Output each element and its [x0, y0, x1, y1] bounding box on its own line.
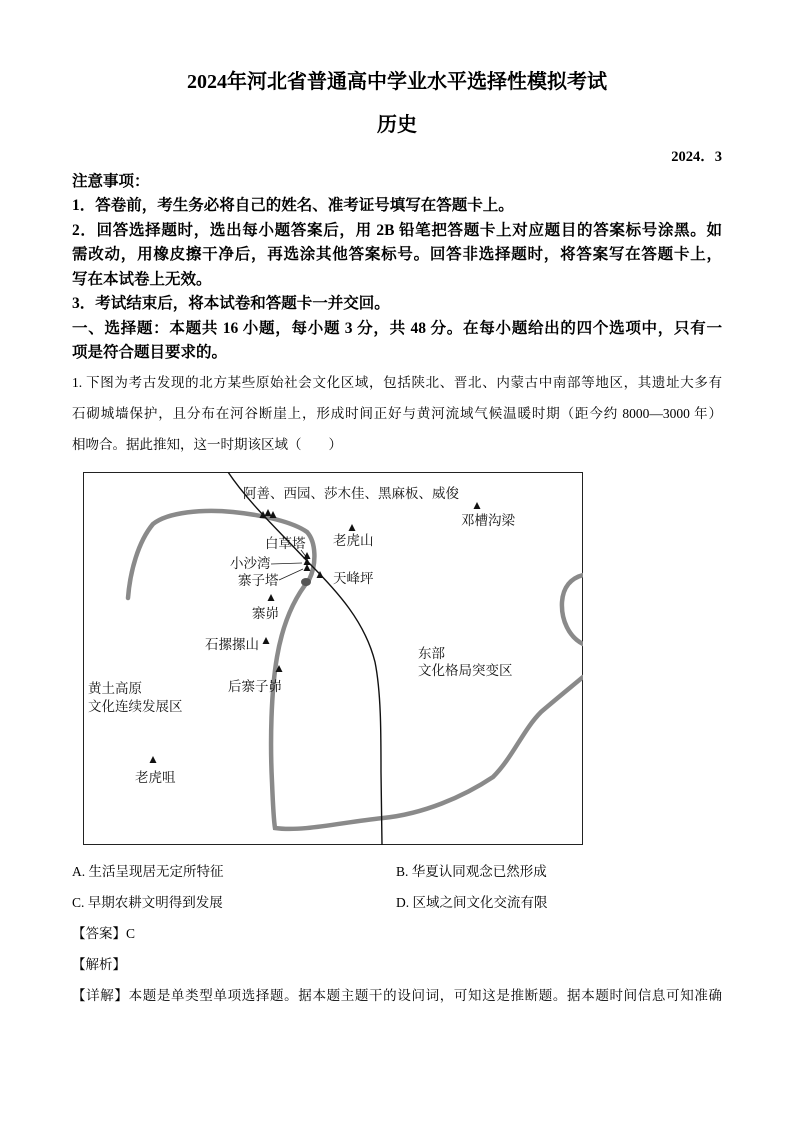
map-label-zhaimao: 寨峁 [252, 606, 279, 621]
notice-line: 1．答卷前，考生务必将自己的姓名、准考证号填写在答题卡上。 [72, 197, 514, 215]
question-1-stem [72, 367, 722, 460]
section-heading-line: 一、选择题：本题共 16 小题，每小题 3 分，共 48 分。在每小题给出的四个选项中，只有一 [72, 319, 722, 337]
map-label-tianfengping: 天峰坪 [333, 571, 374, 586]
map-label-laohuzui: 老虎咀 [135, 770, 176, 785]
notice-block [72, 170, 722, 366]
option-c: C. 早期农耕文明得到发展 [72, 894, 223, 910]
exam-subject: 历史 [377, 114, 417, 136]
exam-date: 2024．3 [671, 149, 722, 165]
option-d: D. 区域之间文化交流有限 [396, 894, 548, 910]
option-b: B. 华夏认同观念已然形成 [396, 863, 547, 879]
map-label-shiluoluoshan: 石摞摞山 [205, 637, 259, 652]
notice-heading: 注意事项： [72, 173, 150, 190]
option-a: A. 生活呈现居无定所特征 [72, 863, 224, 879]
map-region-loess-name: 黄土高原 [88, 681, 142, 696]
notice-line: 2．回答选择题时，选出每小题答案后，用 2B 铅笔把答题卡上对应题目的答案标号涂黑。如 [72, 221, 722, 239]
map-label-houzhaizimao: 后寨子峁 [228, 679, 282, 694]
archaeology-map [83, 472, 583, 845]
map-region-east-name: 东部 [418, 646, 445, 661]
map-border [84, 473, 583, 845]
map-label-laohushan: 老虎山 [333, 533, 374, 548]
notice-line: 写在本试卷上无效。 [72, 270, 212, 288]
map-label-dengcaogouliang: 邓槽沟梁 [461, 513, 515, 528]
map-label-baicaota: 白草塔 [265, 536, 306, 551]
options-row [72, 856, 722, 887]
detail-line: 【详解】本题是单类型单项选择题。据本题主题干的设问词，可知这是推断题。据本题时间信息可知准确 [72, 987, 722, 1003]
map-region-loess-desc: 文化连续发展区 [88, 699, 183, 714]
river-junction-mark [301, 578, 311, 586]
map-label-zhaizita: 寨子塔 [238, 573, 279, 588]
question-1-options-and-answer [72, 856, 722, 1011]
answer-line: 【答案】C [72, 925, 136, 941]
question-stem-line: 1. 下图为考古发现的北方某些原始社会文化区域，包括陕北、晋北、内蒙古中南部等地区，其遗址大多有 [72, 374, 722, 390]
question-stem-line: 相吻合。据此推知，这一时期该区域（ ） [72, 436, 342, 452]
notice-line: 需改动，用橡皮擦干净后，再选涂其他答案标号。回答非选择题时，将答案写在答题卡上， [72, 246, 722, 264]
notice-line: 3．考试结束后，将本试卷和答题卡一并交回。 [72, 295, 390, 313]
map-region-east-desc: 文化格局突变区 [418, 663, 513, 678]
question-stem-line: 石砌城墙保护，且分布在河谷断崖上，形成时间正好与黄河流域气候温暖时期（距今约 8000—3000 年） [72, 405, 722, 421]
section-heading-line: 项是符合题目要求的。 [72, 344, 228, 362]
map-label-ashan-group: 阿善、西园、莎木佳、黑麻板、威俊 [243, 486, 459, 501]
map-label-xiaoshawan: 小沙湾 [230, 556, 271, 571]
options-row [72, 887, 722, 918]
exam-title: 2024年河北省普通高中学业水平选择性模拟考试 [187, 71, 607, 93]
analysis-heading: 【解析】 [72, 956, 126, 972]
